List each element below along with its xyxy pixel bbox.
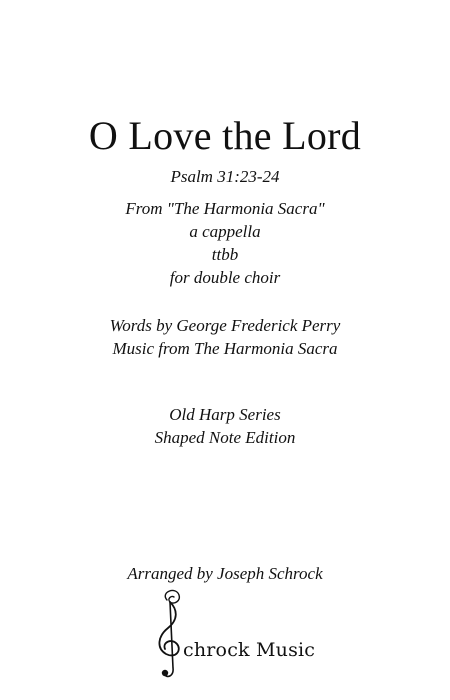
words-credit: Words by George Frederick Perry [109,316,341,335]
clef-dot [162,670,168,676]
music-credit: Music from The Harmonia Sacra [112,339,338,358]
treble-clef-icon [150,588,190,684]
arranger-credit: Arranged by Joseph Schrock [127,564,323,583]
series-edition: Shaped Note Edition [154,428,296,447]
series-name: Old Harp Series [169,405,281,424]
voicing-ttbb: ttbb [211,245,239,264]
voicing-a-cappella: a cappella [189,222,261,241]
publisher-logo [150,588,350,684]
scripture-reference: Psalm 31:23-24 [170,167,280,186]
page-title: O Love the Lord [88,113,362,158]
voicing-double-choir: for double choir [169,268,281,287]
publisher-name: chrock Music [183,639,316,661]
source-line: From "The Harmonia Sacra" [125,199,325,218]
